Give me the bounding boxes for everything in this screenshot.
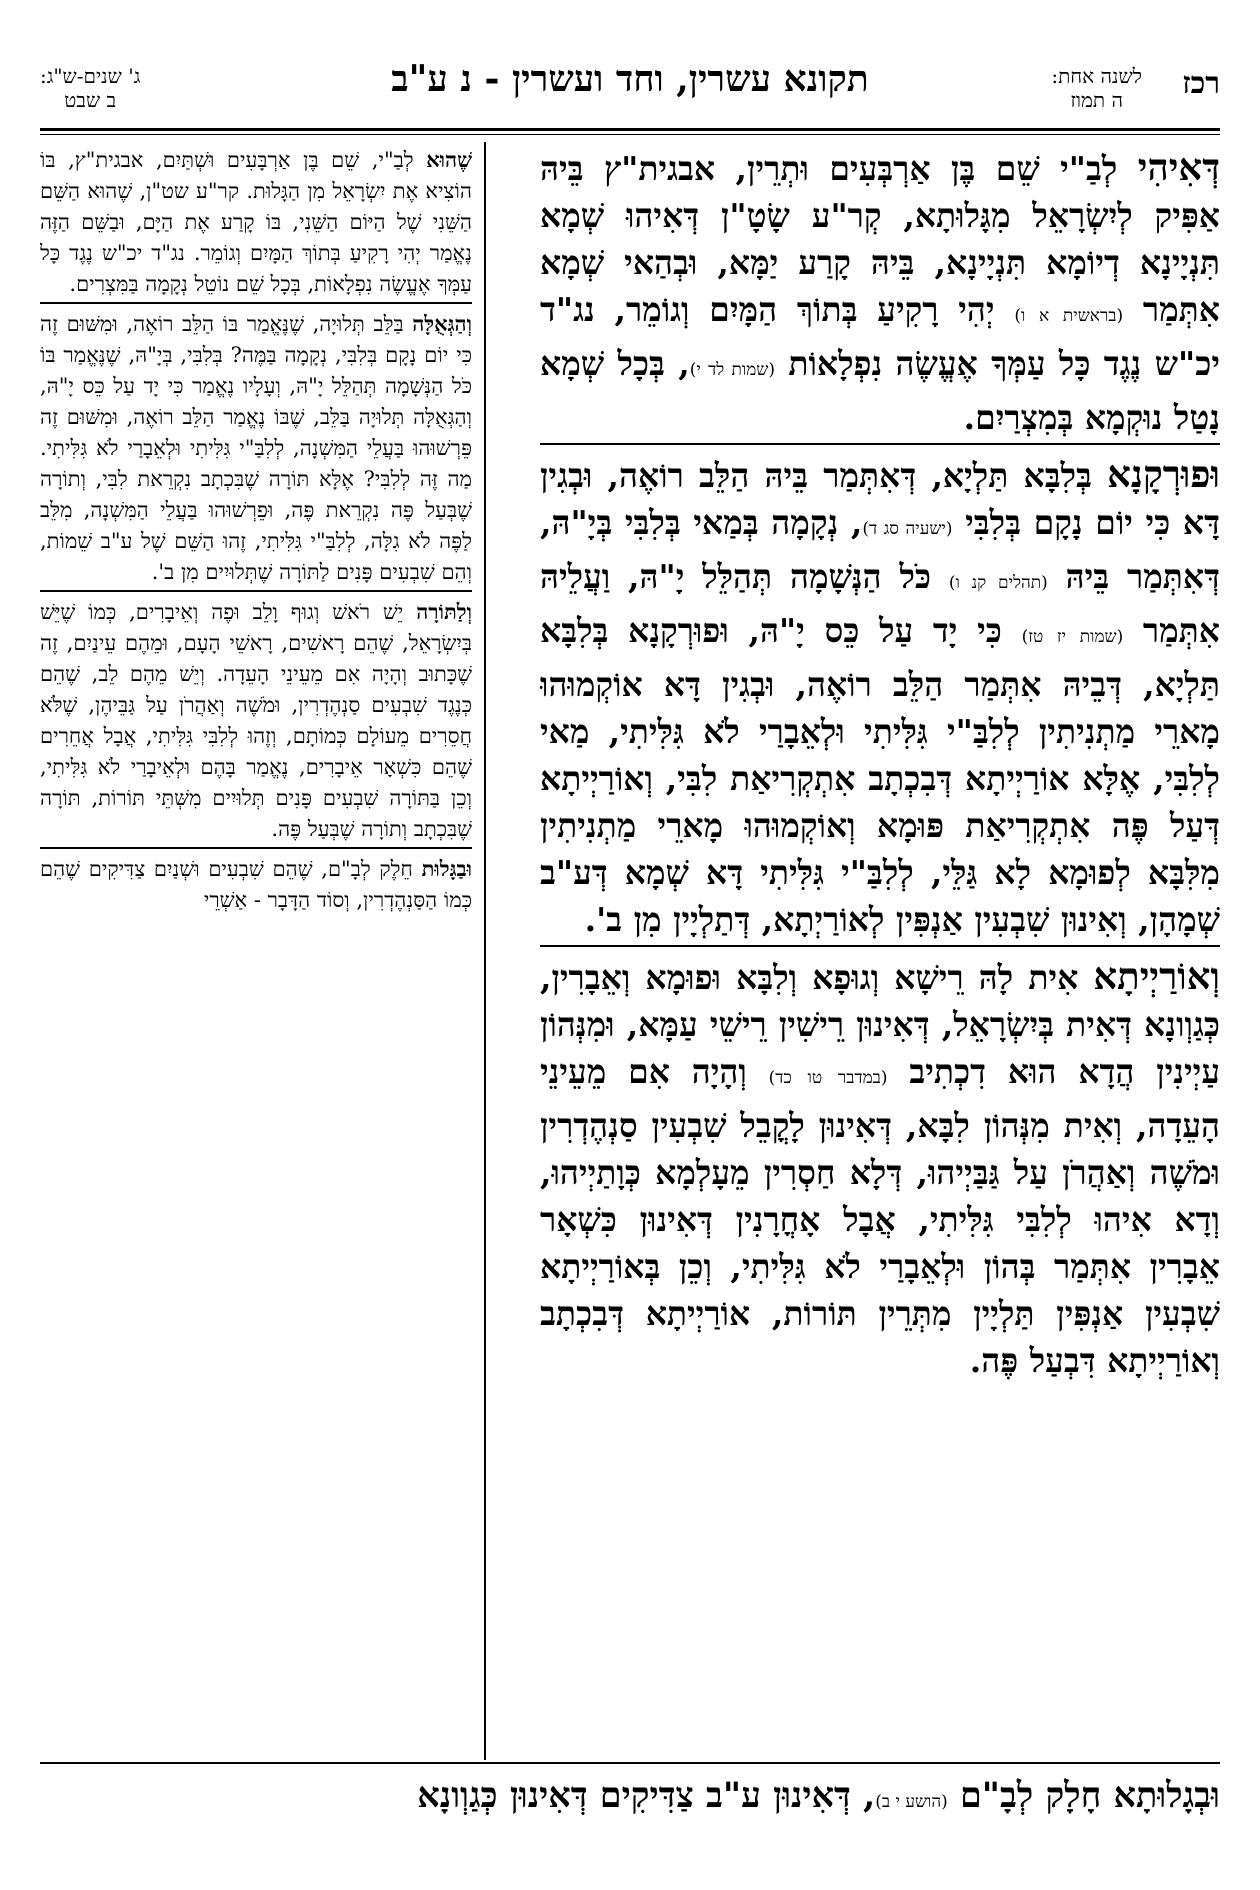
main-p3-text-a: אִית לָהּ רֵישָׁא וְגוּפָא וְלִבָּא וּפוּמָא וְאֵבָרִין, כְּגַוְונָא דְּאִית בְּיִשְׂרָאֵל, דְּאִינוּן רֵישִׁין רֵישֵׁי עַמָּא, וּמִנְּהוֹן עַיְינִין הֲדָא הוּא דִכְתִיב <box>540 958 1220 1091</box>
source-ref: (ישעיה סג ד) <box>862 519 953 539</box>
side-paragraph-2 <box>40 302 472 588</box>
main-p2-text-a: בְּלִבָּא תַּלְיָא, דְּאִתְּמַר בֵּיהּ הַלֵּב רוֹאֶה, וּבְגִין דָּא כִּי יוֹם נָקָם בְּלִבִּי <box>540 456 1220 542</box>
side-p1-lead-word: שֶׁהוּא <box>426 147 472 172</box>
source-ref: (תהלים קנ ו) <box>948 573 1048 593</box>
side-paragraph-4 <box>40 847 472 916</box>
bottom-lead-word: וּבְגָלוּתָא <box>1113 1775 1220 1816</box>
main-p1-text-c: , בְּכָל שְׁמָא נָטַל נוּקְמָא בְּמִצְרַיִם. <box>540 344 1220 437</box>
main-paragraph-2 <box>540 443 1220 943</box>
header-right-line1: לשנה אחת: <box>1051 64 1142 88</box>
header-left-line1: ג' שנים-ש"ג: <box>40 64 141 88</box>
bottom-rule <box>40 1762 1220 1764</box>
side-p2-text: בַּלֵּב תְּלוּיָה, שֶׁנֶּאֱמַר בּוֹ הַלֵּב רוֹאֶה, וּמִשּׁוּם זֶה כִּי יוֹם נָקָם בְּלִבִּי, נְקָמָה בַּמֶּה? בְּלִבִּי, בְּיָ"הּ, שֶׁנֶּאֱמַר בּוֹ כֹּל הַנְּשָׁמָה תְּהַלֵּל יָ"הּ, וְעָלָיו נֶאֱמַר כִּי יָד עַל כֵּס יָ"הּ, וְהַגְּאֻלָּה תְּלוּיָה בַּלֵּב, שֶׁבּוֹ נֶאֱמַר הַלֵּב רוֹאֶה, וּמִשּׁוּם זֶה פֵּרְשׁוּהוּ בַּעֲלֵי הַמִּשְׁנָה, לְלִבַּ"י גִּלִּיתִי וּלְאֵבָרַי לֹא גִּלִּיתִי. מַה זֶּה לְלִבִּי? אֶלָּא תּוֹרָה שֶׁבִּכְתָב נִקְרֵאת לִבִּי, וְתוֹרָה שֶׁבְּעַל פֶּה נִקְרֵאת פֶּה, וּפֵרְשׁוּהוּ בַּעֲלֵי הַמִּשְׁנָה, מִלֵּב לַפֶּה לֹא גִלָּה, לְלִבַּ"י גִּלִּיתִי, זֶהוּ הַשֵּׁם שֶׁל ע"ב שֵׁמוֹת, וְהֵם שִׁבְעִים פָּנִים לַתּוֹרָה שֶׁתְּלוּיִים מִן ב'. <box>40 312 472 584</box>
side-p3-text: יֵשׁ רֹאשׁ וְגוּף וָלֵב וּפֶה וְאֵיבָרִים, כְּמוֹ שֶׁיֵּשׁ בְּיִשְׂרָאֵל, שֶׁהֵם רָאשִׁים, רָאשֵׁי הָעָם, וּמֵהֶם עֵינַיִם, זֶה שֶׁכָּתוּב וְהָיָה אִם מֵעֵינֵי הָעֵדָה. וְיֵשׁ מֵהֶם לֵב, שֶׁהֵם כְּנֶגֶד שִׁבְעִים סַנְהֶדְרִין, וּמֹשֶׁה וְאַהֲרֹן עַל גַּבֵּיהֶן, שֶׁלֹּא חֲסֵרִים מֵעוֹלָם כְּמוֹתָם, וְזֶהוּ לְלִבִּי גִּלִּיתִי, אֲבָל אֲחֵרִים שֶׁהֵם כִּשְׁאָר אֵיבָרִים, נֶאֱמַר בָּהֶם וּלְאֵיבָרַי לֹא גִּלִּיתִי, וְכֵן בַּתּוֹרָה שִׁבְעִים פָּנִים תְּלוּיִים מִשְּׁתֵּי תּוֹרוֹת, תּוֹרָה שֶׁבִּכְתָב וְתוֹרָה שֶׁבְּעַל פֶּה. <box>40 600 472 841</box>
column-divider <box>484 142 486 1760</box>
header-rule-thin <box>40 134 1220 135</box>
main-column <box>540 142 1220 1760</box>
bottom-text-a: חָלָק לְבָ"ם <box>947 1775 1114 1816</box>
header-left-line2: ב שבט <box>64 88 117 112</box>
side-p4-text: חֵלֶק לְבָ"ם, שֶׁהֵם שִׁבְעִים וּשְׁנַיִם צַדִּיקִים שֶׁהֵם כְּמוֹ הַסַּנְהֶדְרִין, וְסוֹד הַדָּבָר - אַשְׁרֵי <box>40 857 472 912</box>
main-p1-text-a: לְבַ"י שֵׁם בֶּן אַרְבְּעִים וּתְרֵין, אבגית"ץ בֵּיהּ אַפִּיק לְיִשְׂרָאֵל מִגָּלוּתָא, קְר"ע שָׂטָ"ן דְּאִיהוּ שְׁמָא תִּנְיָינָא דְיוֹמָא תִּנְיָינָא, בֵּיהּ קָרַע יַמָּא, וּבְהַאי שְׁמָא אִתְּמַר <box>540 149 1220 329</box>
main-paragraph-3 <box>540 945 1220 1384</box>
page-number: רכז <box>1182 66 1220 101</box>
side-p4-lead-word: וּבַגָּלוּת <box>421 856 472 881</box>
bottom-text-b: , דְּאִינוּן ע"ב צַדִּיקִים דְּאִינוּן כְּגַוְונָא <box>417 1775 876 1816</box>
source-ref: (שמות לד י) <box>689 360 775 380</box>
source-ref: (הושע י ב) <box>875 1792 948 1812</box>
side-p2-lead-word: וְהַגְּאֻלָּה <box>412 311 472 336</box>
side-p1-text: לְבַ"י, שֵׁם בֶּן אַרְבָּעִים וּשְׁתַּיִם, אבגית"ץ, בּוֹ הוֹצִיא אֶת יִשְׂרָאֵל מִן הַגָּלוּת. קר"ע שט"ן, שֶׁהוּא הַשֵּׁם הַשֵּׁנִי שֶׁל הַיּוֹם הַשֵּׁנִי, בּוֹ קָרַע אֶת הַיָּם, וּבַשֵּׁם הַזֶּה נֶאֱמַר יְהִי רָקִיעַ בְּתוֹךְ הַמָּיִם וְגוֹמֵר. נג"ד יכ"ש נֶגֶד כָּל עַמְּךָ אֶעֱשֶׂה נִפְלָאוֹת, בְּכָל שֵׁם נוֹטֵל נְקָמָה בַּמִּצְרִים. <box>40 148 472 296</box>
main-p2-lead-word: וּפוּרְקָנָא <box>1107 452 1220 496</box>
page-header <box>40 58 1220 128</box>
header-rule-thick <box>40 128 1220 131</box>
side-paragraph-1 <box>40 142 472 300</box>
source-ref: (במדבר טו כד) <box>768 1068 888 1088</box>
main-p1-text-b: יְהִי רָקִיעַ בְּתוֹךְ הַמָּיִם וְגוֹמֵר, נג"ד יכ"ש נֶגֶד כָּל עַמְּךָ אֶעֱשֶׂה נִפְלָאוֹת <box>540 290 1220 383</box>
page-title: תקונא עשרין, וחד ועשרין - נ ע"ב <box>391 58 869 100</box>
main-p2-text-c: כֹּל הַנְּשָׁמָה תְּהַלֵּל יָ"הּ, וַעֲלֵיהּ אִתְּמַר <box>540 557 1220 650</box>
main-p2-text-d: כִּי יָד עַל כֵּס יָ"הּ, וּפוּרְקָנָא בְּלִבָּא תַּלְיָא, דְּבֵיהּ אִתְּמַר הַלֵּב רוֹאֶה, וּבְגִין דָּא אוֹקְמוּהוּ מָארֵי מַתְנִיתִין לְלִבַּ"י גִּלִּיתִי וּלְאֵבָרַי לֹא גִּלִּיתִי, מַאי לְלִבִּי, אֶלָּא אוֹרַיְיתָא דְּבִכְתָב אִתְקְרִיאַת לִבִּי, וְאוֹרַיְיתָא דְּעַל פֶּה אִתְקְרִיאַת פּוּמָא וְאוֹקְמוּהוּ מָארֵי מַתְנִיתִין מִלִּבָּא לְפוּמָא לָא גַּלֵּי, לְלִבַּ"י גִּלִּיתִי דָּא שְׁמָא דְּע"ב שְׁמָהָן, וְאִינוּן שִׁבְעִין אַנְפִּין לְאוֹרַיְתָא, דְּתַלְיָין מִן ב'. <box>540 611 1220 939</box>
translation-column <box>40 142 472 1760</box>
source-ref: (שמות יז טז) <box>1021 627 1124 647</box>
header-left-date <box>40 64 140 112</box>
main-p1-lead-word: דְּאִיהִי <box>1137 145 1220 189</box>
source-ref: (בראשית א ו) <box>1014 306 1124 326</box>
bottom-continuation-line <box>40 1766 1220 1836</box>
side-p3-lead-word: וְלַתּוֹרָה <box>416 599 472 624</box>
header-right-line2: ה תמוז <box>1070 88 1123 112</box>
main-p3-lead-word: וְאוֹרַיְיתָא <box>1093 954 1220 998</box>
side-paragraph-3 <box>40 590 472 845</box>
main-p2-text-b: , נְקָמָה בְּמַאי בְּלִבִּי בְּיָ"הּ, דְּאִתְּמַר בֵּיהּ <box>540 503 1220 596</box>
main-paragraph-1 <box>540 142 1220 441</box>
main-p3-text-b: וְהָיָה אִם מֵעֵינֵי הָעֵדָה, וְאִית מִנְּהוֹן לִבָּא, דְּאִינוּן לָקֳבֵל שִׁבְעִין סַנְהֶדְרִין וּמֹשֶׁה וְאַהֲרֹן עַל גַּבַּיְיהוּ, דְּלָא חַסְרִין מֵעָלְמָא כְּוָתַיְיהוּ, וְדָא אִיהוּ לְלִבִּי גִּלִּיתִי, אֲבָל אָחֳרָנִין דְּאִינוּן כִּשְׁאָר אֵבָרִין אִתְּמַר בְּהוֹן וּלְאֵבָרַי לֹא גִּלִּיתִי, וְכֵן בְּאוֹרַיְיתָא שִׁבְעִין אַנְפִּין תַּלְיָין מִתְּרֵין תּוֹרוֹת, אוֹרַיְיתָא דְּבִכְתָב וְאוֹרַיְיתָא דִּבְעַל פֶּה. <box>540 1052 1220 1380</box>
